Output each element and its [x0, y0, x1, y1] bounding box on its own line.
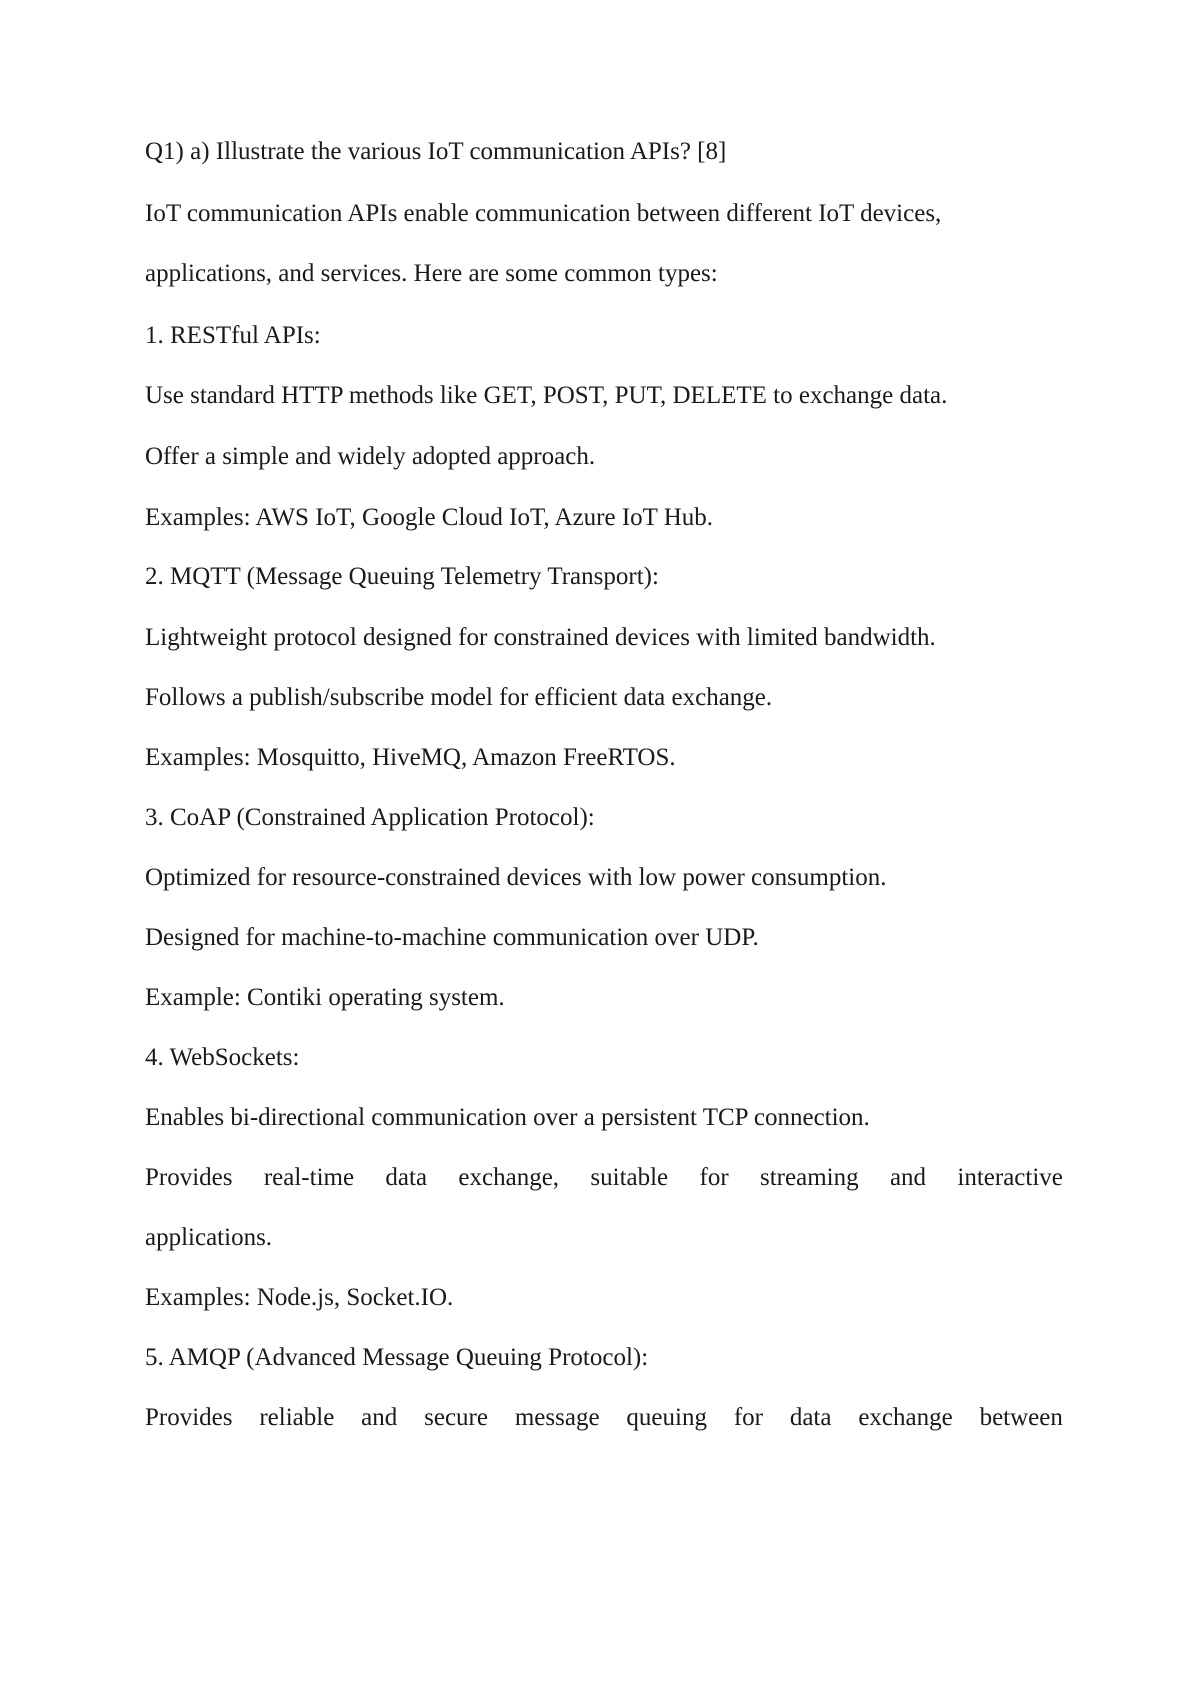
- word: between: [979, 1404, 1063, 1431]
- word: message: [514, 1404, 600, 1431]
- section-heading-coap: 3. CoAP (Constrained Application Protocol):: [145, 804, 595, 831]
- body-text-justified: [145, 1402, 1063, 1434]
- body-text: Examples: Node.js, Socket.IO.: [145, 1284, 454, 1311]
- intro-text: applications, and services. Here are some common types:: [145, 260, 718, 287]
- word: for: [699, 1164, 729, 1191]
- word: exchange,: [458, 1164, 560, 1191]
- word: Provides: [145, 1404, 233, 1431]
- body-text: applications.: [145, 1224, 273, 1251]
- word: secure: [424, 1404, 488, 1431]
- section-heading-websockets: 4. WebSockets:: [145, 1044, 300, 1071]
- word: suitable: [590, 1164, 669, 1191]
- body-text: Use standard HTTP methods like GET, POST, PUT, DELETE to exchange data.: [145, 382, 948, 409]
- word: for: [733, 1404, 763, 1431]
- body-text: Example: Contiki operating system.: [145, 984, 505, 1011]
- body-text: Designed for machine-to-machine communication over UDP.: [145, 924, 759, 951]
- body-text: Optimized for resource-constrained devices with low power consumption.: [145, 864, 887, 891]
- body-text: Examples: AWS IoT, Google Cloud IoT, Azure IoT Hub.: [145, 504, 714, 531]
- word: data: [789, 1404, 832, 1431]
- body-text: Enables bi-directional communication over a persistent TCP connection.: [145, 1104, 870, 1131]
- word: data: [385, 1164, 428, 1191]
- section-heading-mqtt: 2. MQTT (Message Queuing Telemetry Transport):: [145, 563, 659, 590]
- body-text: Offer a simple and widely adopted approach.: [145, 443, 596, 470]
- body-text: Follows a publish/subscribe model for efficient data exchange.: [145, 684, 773, 711]
- word: reliable: [259, 1404, 335, 1431]
- word: interactive: [957, 1164, 1063, 1191]
- body-text: Examples: Mosquitto, HiveMQ, Amazon FreeRTOS.: [145, 744, 676, 771]
- word: queuing: [626, 1404, 707, 1431]
- section-heading-restful: 1. RESTful APIs:: [145, 322, 321, 349]
- word: and: [889, 1164, 927, 1191]
- section-heading-amqp: 5. AMQP (Advanced Message Queuing Protocol):: [145, 1344, 649, 1371]
- word: Provides: [145, 1164, 233, 1191]
- word: real-time: [263, 1164, 355, 1191]
- body-text-justified: [145, 1162, 1063, 1194]
- body-text: Lightweight protocol designed for constrained devices with limited bandwidth.: [145, 624, 936, 651]
- word: exchange: [858, 1404, 953, 1431]
- question-heading: Q1) a) Illustrate the various IoT communication APIs? [8]: [145, 138, 727, 165]
- word: streaming: [760, 1164, 859, 1191]
- intro-text: IoT communication APIs enable communication between different IoT devices,: [145, 200, 942, 227]
- word: and: [361, 1404, 398, 1431]
